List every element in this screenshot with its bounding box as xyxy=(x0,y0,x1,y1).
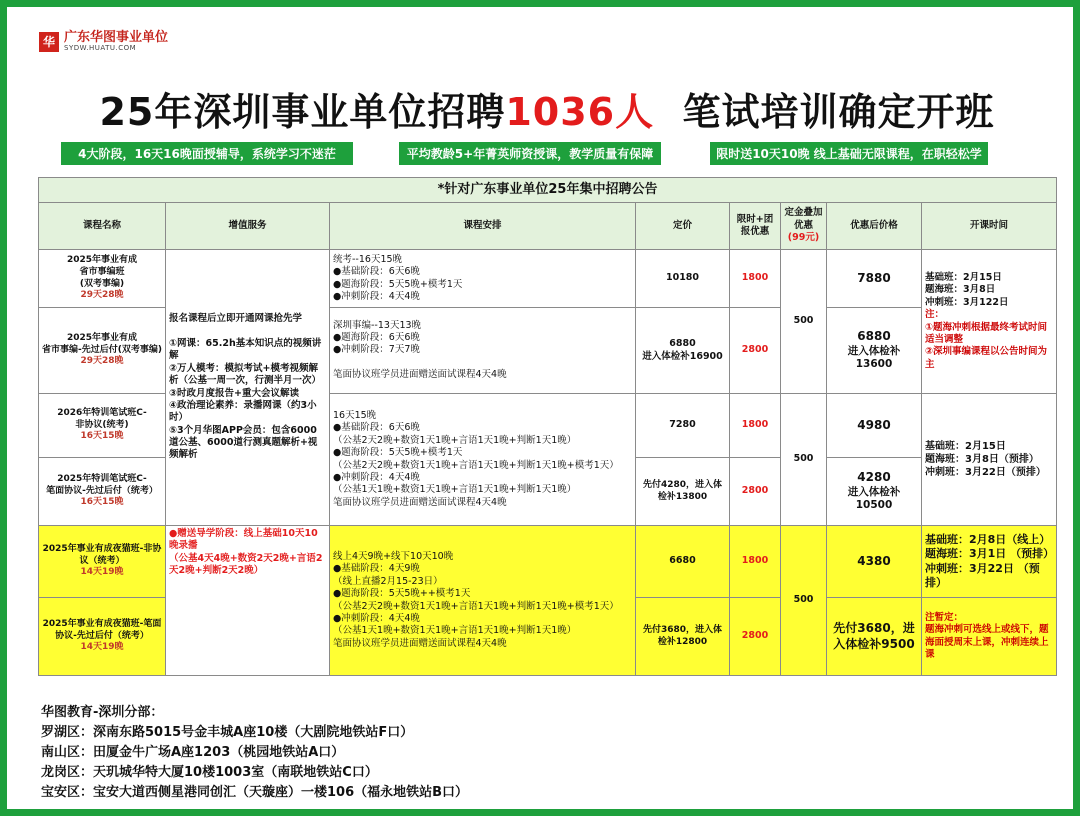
final-price-cell: 4280 进入体检补10500 xyxy=(827,458,922,526)
brand-name: 广东华图事业单位 xyxy=(64,30,169,45)
schedule-cell: 深圳事编--13天13晚 ●题海阶段：6天6晚 ●冲刺阶段：7天7晚 笔面协议班学员进面赠送面试课程4天4晚 xyxy=(330,308,636,394)
discount-cell: 2800 xyxy=(730,598,781,676)
page-title xyxy=(7,81,1080,136)
address-block xyxy=(41,703,468,803)
table-row xyxy=(39,250,1057,308)
header-deposit-discount: 定金叠加优惠 (99元) xyxy=(781,203,827,250)
course-name: 2026年特训笔试班C- 非协议(统考) 16天15晚 xyxy=(39,394,166,458)
header-price: 定价 xyxy=(636,203,730,250)
price-cell: 先付4280，进入体检补13800 xyxy=(636,458,730,526)
course-name: 2025年事业有成夜猫班-笔面协议-先过后付（统考） 14天19晚 xyxy=(39,598,166,676)
service-list: 报名课程后立即开通网课抢先学 ①网课：65.2h基本知识点的视频讲解 ②万人模考：模拟考试+模考视频解析（公基一周一次，行测半月一次） ③时政月度报告+重大会议解读 ④政治理论素养：录播网课（约3小时） ⑤3个月华图APP会员：包含6000道公基、6000道行测真题解析+视频解析 xyxy=(166,250,330,526)
deposit-cell: 500 xyxy=(781,526,827,676)
final-price-cell: 4380 xyxy=(827,526,922,598)
start-time-cell: 基础班：2月15日 题海班：3月8日 冲刺班：3月122日 注： ①题海冲刺根据最终考试时间适当调整 ②深圳事编课程以公告时间为主 xyxy=(922,250,1057,394)
discount-cell: 1800 xyxy=(730,394,781,458)
address-title: 华图教育-深圳分部： xyxy=(41,705,164,720)
table-title: *针对广东事业单位25年集中招聘公告 xyxy=(39,178,1057,203)
header-final-price: 优惠后价格 xyxy=(827,203,922,250)
final-price-cell: 先付3680，进入体检补9500 xyxy=(827,598,922,676)
schedule-cell: 16天15晚 ●基础阶段：6天6晚 （公基2天2晚+数资1天1晚+言语1天1晚+判断1天1晚） ●题海阶段：5天5晚+模考1天 （公基2天2晚+数资1天1晚+言语1天1晚+判断1天1晚+模考1天） ●冲刺阶段：4天4晚 （公基1天1晚+数资1天1晚+言语1天1晚+判断1天1晚） 笔面协议班学员进面赠送面试课程4天4晚 xyxy=(330,394,636,526)
title-prefix: 25年深圳事业单位招聘 xyxy=(99,90,506,134)
header-schedule: 课程安排 xyxy=(330,203,636,250)
price-cell: 6680 xyxy=(636,526,730,598)
discount-cell: 1800 xyxy=(730,526,781,598)
header-limited-discount: 限时+团报优惠 xyxy=(730,203,781,250)
header-start-time: 开课时间 xyxy=(922,203,1057,250)
start-time-cell: 基础班：2月8日（线上） 题海班：3月1日 （预排） 冲刺班：3月22日 （预排） xyxy=(922,526,1057,598)
deposit-cell: 500 xyxy=(781,250,827,394)
brand-logo xyxy=(39,31,168,52)
discount-cell: 2800 xyxy=(730,308,781,394)
final-price-cell: 4980 xyxy=(827,394,922,458)
course-name: 2025年事业有成 省市事编-先过后付(双考事编) 29天28晚 xyxy=(39,308,166,394)
title-suffix: 笔试培训确定开班 xyxy=(654,90,995,134)
header-service: 增值服务 xyxy=(166,203,330,250)
huatu-logo-icon: 华 xyxy=(39,32,59,52)
discount-cell: 1800 xyxy=(730,250,781,308)
brand-url: SYDW.HUATU.COM xyxy=(64,44,137,52)
header-course-name: 课程名称 xyxy=(39,203,166,250)
final-price-cell: 6880 进入体检补13600 xyxy=(827,308,922,394)
deposit-cell: 500 xyxy=(781,394,827,526)
title-number: 1036人 xyxy=(505,90,655,134)
feature-banner-1: 4大阶段，16天16晚面授辅导，系统学习不迷茫 xyxy=(61,142,353,165)
feature-banner-3: 限时送10天10晚 线上基础无限课程，在职轻松学 xyxy=(710,142,988,165)
course-name: 2025年特训笔试班C- 笔面协议-先过后付（统考） 16天15晚 xyxy=(39,458,166,526)
table-row xyxy=(39,526,1057,598)
address-line: 南山区：田厦金牛广场A座1203（桃园地铁站A口） xyxy=(41,745,345,760)
start-time-cell: 基础班：2月15日 题海班：3月8日（预排） 冲刺班：3月22日（预排） xyxy=(922,394,1057,526)
price-cell: 先付3680，进入体检补12800 xyxy=(636,598,730,676)
table-header-row xyxy=(39,203,1057,250)
final-price-cell: 7880 xyxy=(827,250,922,308)
schedule-cell: 统考--16天15晚 ●基础阶段：6天6晚 ●题海阶段：5天5晚+模考1天 ●冲刺阶段：4天4晚 xyxy=(330,250,636,308)
schedule-cell: 线上4天9晚+线下10天10晚 ●基础阶段：4天9晚 （线上直播2月15-23日） ●题海阶段：5天5晚++模考1天 （公基2天2晚+数资1天1晚+言语1天1晚+判断1天1晚+模考1天） ●冲刺阶段：4天4晚 （公基1天1晚+数资1天1晚+言语1天1晚+判断1天1晚） 笔面协议班学员进面赠送面试课程4天4晚 xyxy=(330,526,636,676)
gift-service: ●赠送导学阶段：线上基础10天10晚录播 （公基4天4晚+数资2天2晚+言语2天2晚+判断2天2晚） xyxy=(166,526,330,676)
start-time-note: 注暂定： 题海冲刺可选线上或线下，题海面授周末上课，冲刺连续上课 xyxy=(922,598,1057,676)
address-line: 宝安区：宝安大道西侧星港同创汇（天璇座）一楼106（福永地铁站B口） xyxy=(41,785,469,800)
price-cell: 6880 进入体检补16900 xyxy=(636,308,730,394)
address-line: 罗湖区：深南东路5015号金丰城A座10楼（大剧院地铁站F口） xyxy=(41,725,414,740)
discount-cell: 2800 xyxy=(730,458,781,526)
price-cell: 7280 xyxy=(636,394,730,458)
course-table xyxy=(38,177,1057,676)
course-name: 2025年事业有成夜猫班-非协议（统考） 14天19晚 xyxy=(39,526,166,598)
price-cell: 10180 xyxy=(636,250,730,308)
address-line: 龙岗区：天玑城华特大厦10楼1003室（南联地铁站C口） xyxy=(41,765,378,780)
feature-banner-2: 平均教龄5+年菁英师资授课，教学质量有保障 xyxy=(399,142,661,165)
course-name: 2025年事业有成 省市事编班 (双考事编) 29天28晚 xyxy=(39,250,166,308)
